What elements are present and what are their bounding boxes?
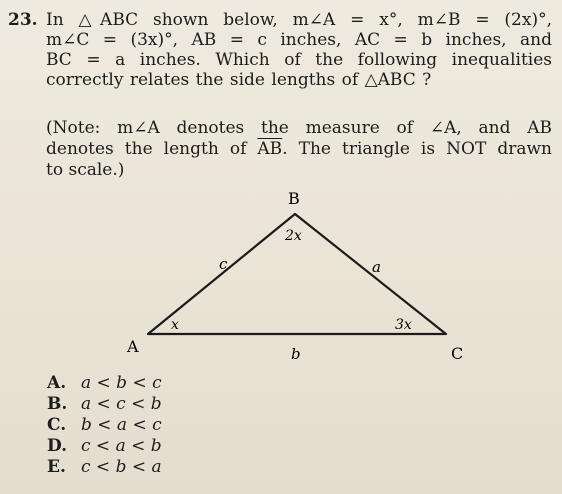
note-line-2: denotes the length of $\overline{AB}$. The triangle is NOT drawn: [46, 139, 552, 159]
vertex-c-label: C: [451, 344, 464, 363]
side-ab-label: c: [219, 255, 228, 273]
choice-text: c < b < a: [81, 457, 162, 477]
choice-text: b < a < c: [81, 415, 162, 435]
angle-b-label: 2x: [285, 228, 302, 244]
choice-text: a < b < c: [81, 373, 162, 393]
choice-a[interactable]: [47, 373, 162, 394]
answer-choices: [47, 373, 162, 478]
question-line-4: correctly relates the side lengths of △ABC ?: [46, 70, 432, 90]
vertex-b-label: B: [288, 190, 300, 208]
choice-e[interactable]: [47, 457, 162, 478]
side-bc-label: a: [372, 258, 381, 276]
choice-letter: D.: [47, 436, 68, 456]
choice-b[interactable]: [47, 394, 162, 415]
note-line-1: (Note: m∠A denotes the measure of ∠A, and AB: [46, 118, 552, 138]
question-number: 23.: [8, 10, 38, 30]
choice-text: a < c < b: [81, 394, 162, 414]
segment-ab-notation: $\overline{AB}$: [257, 139, 283, 159]
question-line-3: BC = a inches. Which of the following inequalities: [46, 50, 552, 70]
choice-letter: C.: [47, 415, 67, 435]
note-line-3: to scale.): [46, 160, 125, 180]
choice-text: c < a < b: [81, 436, 162, 456]
triangle-diagram: [110, 190, 470, 370]
angle-c-label: 3x: [395, 317, 412, 333]
choice-c[interactable]: [47, 415, 162, 436]
choice-letter: E.: [47, 457, 66, 477]
question-note: [46, 118, 552, 181]
question-line-2: m∠C = (3x)°, AB = c inches, AC = b inches, and: [46, 30, 552, 50]
choice-letter: B.: [47, 394, 68, 414]
question-line-1: In △ABC shown below, m∠A = x°, m∠B = (2x)°,: [46, 10, 552, 30]
vertex-a-label: A: [127, 337, 139, 356]
angle-a-label: x: [171, 317, 179, 333]
question-stem: [46, 10, 552, 90]
choice-d[interactable]: [47, 436, 162, 457]
choice-letter: A.: [47, 373, 67, 393]
side-ac-label: b: [291, 345, 301, 363]
